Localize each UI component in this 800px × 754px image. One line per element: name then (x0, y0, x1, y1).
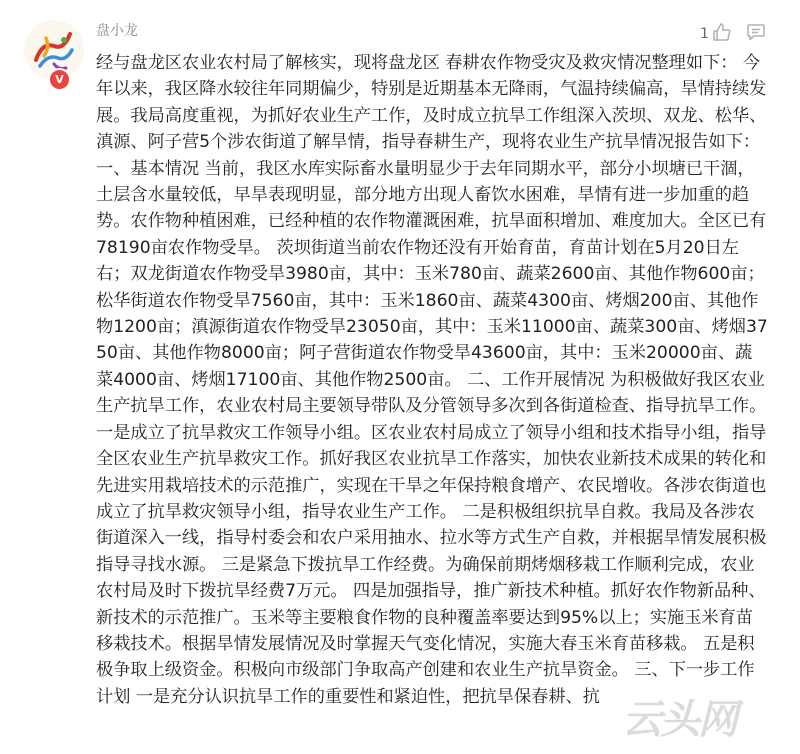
thumbs-up-icon (712, 22, 732, 46)
verified-badge: V (48, 68, 71, 91)
watermark: 云头网 (622, 697, 736, 743)
like-button[interactable] (700, 22, 732, 46)
comment-body: 经与盘龙区农业农村局了解核实，现将盘龙区 春耕农作物受灾及救灾情况整理如下： 今年以来，我区降水较往年同期偏少，特别是近期基本无降雨，气温持续偏高，旱情持续发展。我局高度重视，为抓好农业生产工作，及时成立抗旱工作组深入茨坝、双龙、松华、滇源、阿子营5个涉农街道了解旱情，指导春耕生产，现将农业生产抗旱情况报告如下： 一、基本情况 当前，我区水库实际畜水量明显少于去年同期水平，部分小坝塘已干涸，土层含水量较低，早旱表现明显，部分地方出现人畜饮水困难，旱情有进一步加重的趋势。农作物种植困难，已经种植的农作物灌溉困难，抗旱面积增加、难度加大。全区已有78190亩农作物受旱。 茨坝街道当前农作物还没有开始育苗，育苗计划在5月20日左右；双龙街道农作物受旱3980亩，其中：玉米780亩、蔬菜2600亩、其他作物600亩；松华街道农作物受旱7560亩，其中：玉米1860亩、蔬菜4300亩、烤烟200亩、其他作物1200亩；滇源街道农作物受旱23050亩，其中：玉米11000亩、蔬菜300亩、烤烟3750亩、其他作物8000亩；阿子营街道农作物受旱43600亩，其中：玉米20000亩、蔬菜4000亩、烤烟17100亩、其他作物2500亩。 二、工作开展情况 为积极做好我区农业生产抗旱工作，农业农村局主要领导带队及分管领导多次到各街道检查、指导抗旱工作。 一是成立了抗旱救灾工作领导小组。区农业农村局成立了领导小组和技术指导小组，指导全区农业生产抗旱救灾工作。抓好我区农业抗旱工作落实，加快农业新技术成果的转化和先进实用栽培技术的示范推广，实现在干旱之年保持粮食增产、农民增收。各涉农街道也成立了抗旱救灾领导小组，指导农业生产工作。 二是积极组织抗旱自救。我局及各涉农街道深入一线，指导村委会和农户采用抽水、拉水等方式生产自救，并根据旱情发展积极指导寻找水源。 三是紧急下拨抗旱工作经费。为确保前期烤烟移栽工作顺利完成，农业农村局及时下拨抗旱经费7万元。 四是加强指导，推广新技术种植。抓好农作物新品种、新技术的示范推广。玉米等主要粮食作物的良种覆盖率要达到95%以上；实施玉米育苗移栽技术。根据旱情发展情况及时掌握天气变化情况，实施大春玉米育苗移栽。 五是积极争取上级资金。积极向市级部门争取高产创建和农业生产抗旱资金。 三、下一步工作计划 一是充分认识抗旱工作的重要性和紧迫性，把抗旱保春耕、抗 (96, 53, 768, 707)
speech-bubble-icon (746, 27, 766, 46)
reply-button[interactable] (746, 22, 766, 46)
like-count: 1 (700, 26, 709, 42)
username[interactable]: 盘小龙 (96, 23, 138, 39)
